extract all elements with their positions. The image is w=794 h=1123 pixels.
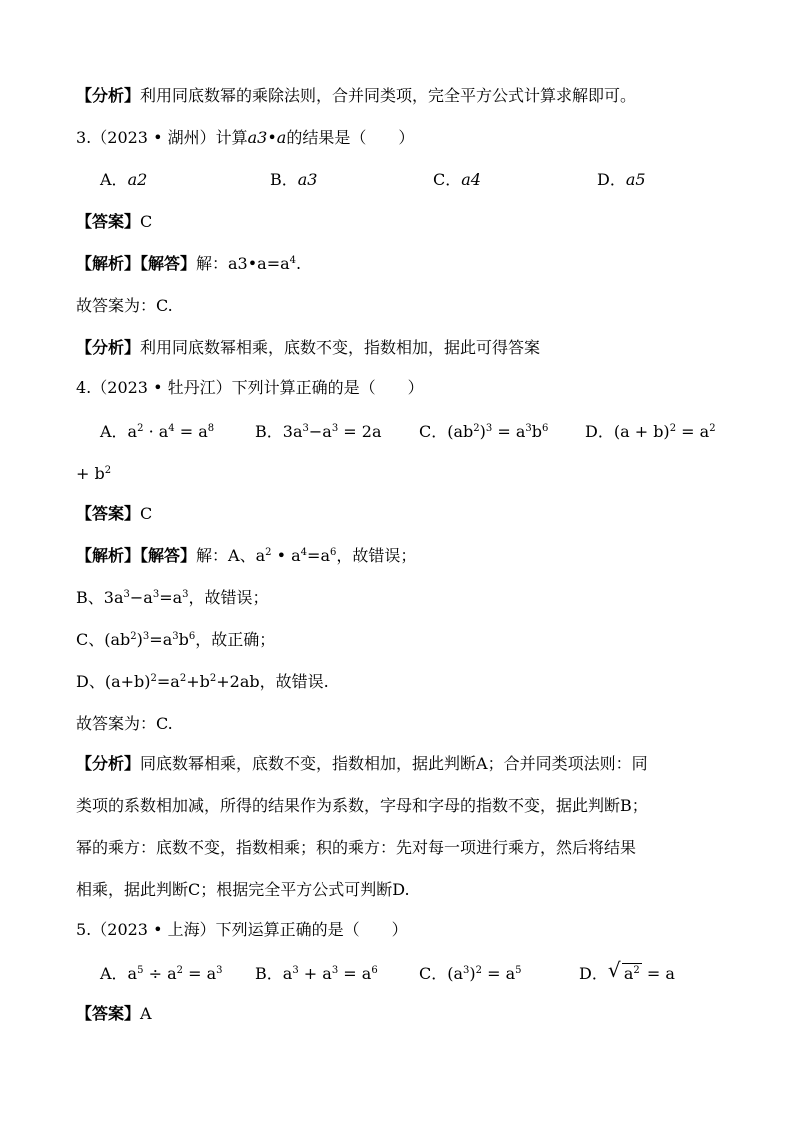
question-5-answer: 【答案】A xyxy=(76,1004,152,1023)
question-5: 5.（2023 • 上海）下列运算正确的是（ ） xyxy=(76,920,408,939)
question-3-answer: 【答案】C xyxy=(76,212,153,231)
sqrt-symbol: √ $a^2$ xyxy=(607,958,640,983)
question-4-solution-a: 【解析】【解答】解：A、$a^2$ • $a^4=a^6$，故错误； xyxy=(76,546,417,565)
question-3-solution: 【解析】【解答】解：$a3•a=a^4$. xyxy=(76,254,302,273)
question-4-analysis-3: 幂的乘方：底数不变，指数相乘；积的乘方：先对每一项进行乘方，然后将结果 xyxy=(76,838,637,857)
question-4-analysis-4: 相乘，据此判断C；根据完全平方公式可判断D. xyxy=(76,880,410,899)
question-4-so: 故答案为：C. xyxy=(76,714,173,733)
question-4: 4.（2023 • 牡丹江）下列计算正确的是（ ） xyxy=(76,378,424,397)
question-4-analysis-1: 【分析】同底数幂相乘，底数不变，指数相加，据此判断A；合并同类项法则：同 xyxy=(76,754,648,773)
question-4-analysis-2: 类项的系数相加减，所得的结果作为系数，字母和字母的指数不变，据此判断B； xyxy=(76,796,648,815)
question-4-solution-c: C、$(ab^2)^3=a^3b^6$，故正确； xyxy=(76,630,276,649)
question-4-solution-d: D、$(a+b)^2=a^2+b^2+2ab$，故错误. xyxy=(76,672,329,691)
question-4-options-cont: + $b^2$ xyxy=(76,464,112,483)
question-3-options: A．a2 B．a3 C．a4 D．a5 xyxy=(100,170,646,189)
question-4-options: A．$a^2 \cdot a^4 = a^8$ B．$3a^3-a^3 = 2a$ C．$(ab^2)^3 = a^3b^6$ D．$(a + b)^2 = a^2$ xyxy=(100,422,716,441)
question-5-options: A．$a^5 \div a^2 = a^3$ B．$a^3 + a^3 = a^6$ C．$(a^3)^2 = a^5$ D． √ $a^2 = a$ xyxy=(100,958,675,983)
analysis-line: 【分析】利用同底数幂的乘除法则，合并同类项，完全平方公式计算求解即可。 xyxy=(76,86,637,105)
question-3-so: 故答案为：C. xyxy=(76,296,173,315)
question-3: 3.（2023 • 湖州）计算a3•a的结果是（ ） xyxy=(76,128,415,147)
question-4-solution-b: B、$3a^3-a^3=a^3$，故错误； xyxy=(76,588,269,607)
question-4-answer: 【答案】C xyxy=(76,504,153,523)
question-3-analysis: 【分析】利用同底数幂相乘，底数不变，指数相加，据此可得答案 xyxy=(76,338,541,357)
